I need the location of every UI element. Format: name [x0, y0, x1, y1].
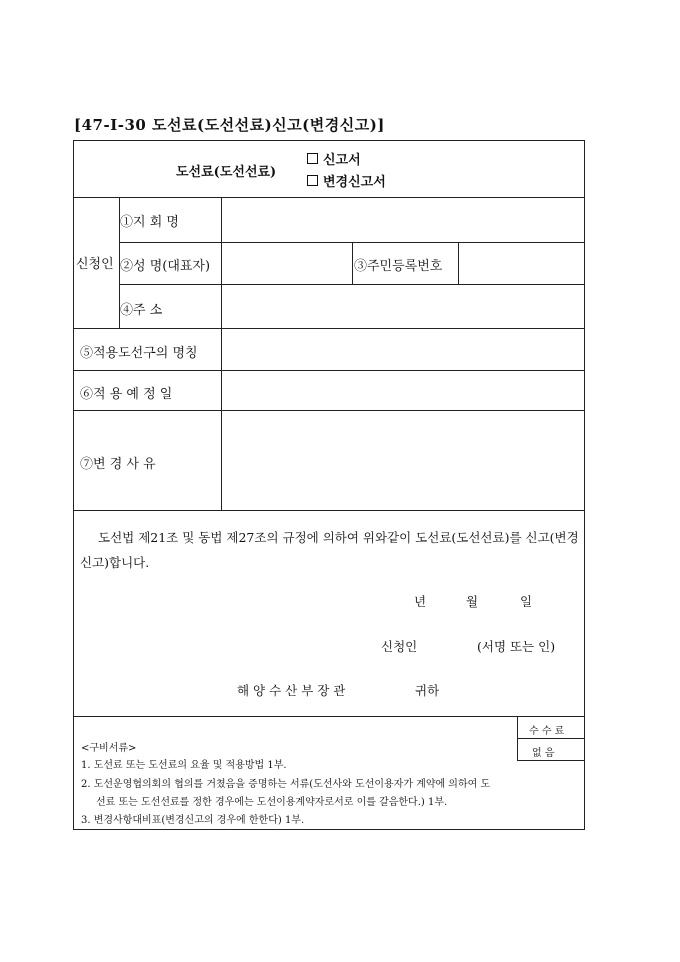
- month-label: 월: [466, 594, 479, 609]
- name-field[interactable]: [222, 243, 352, 284]
- statement-text: 도선법 제21조 및 동법 제27조의 규정에 의하여 위와같이 도선료(도선선료)를 신고(변경신고)합니다.: [80, 530, 579, 570]
- signature-applicant-label: 신청인: [381, 639, 418, 654]
- change-reason-label: ⑦변 경 사 유: [80, 457, 156, 472]
- pilot-area-label: ⑤적용도선구의 명칭: [80, 346, 198, 361]
- document-item: 3. 변경사항대비표(변경신고의 경우에 한한다) 1부.: [81, 815, 305, 826]
- documents-title: <구비서류>: [81, 743, 137, 754]
- form-code-title: [47-I-30 도선료(도선선료)신고(변경신고)]: [74, 116, 385, 134]
- branch-name-field[interactable]: [222, 198, 584, 242]
- checkbox-report-label: 신고서: [323, 153, 361, 168]
- name-label: ②성 명(대표자): [120, 259, 211, 274]
- document-item: 선료 또는 도선선료를 정한 경우에는 도선이용계약자로서로 이를 갈음한다.) 1부.: [96, 797, 448, 808]
- applicant-label: 신청인: [76, 257, 114, 272]
- recipient-honorific: 귀하: [415, 683, 440, 698]
- form-title: 도선료(도선선료): [176, 165, 277, 180]
- checkbox-icon: [307, 175, 318, 186]
- report-form: [73, 140, 585, 830]
- day-label: 일: [520, 594, 533, 609]
- resident-number-field[interactable]: [459, 243, 584, 284]
- change-reason-field[interactable]: [222, 411, 584, 510]
- document-item: 2. 도선운영협의회의 협의를 거쳤음을 증명하는 서류(도선사와 도선이용자가 계약에 의하여 도: [81, 779, 491, 790]
- fee-label: 수 수 료: [529, 726, 565, 737]
- planned-date-field[interactable]: [222, 371, 584, 410]
- checkbox-change-report-label: 변경신고서: [323, 175, 386, 190]
- document-item: 1. 도선료 또는 도선료의 요율 및 적용방법 1부.: [81, 760, 287, 771]
- pilot-area-field[interactable]: [222, 329, 584, 370]
- checkbox-icon: [307, 153, 318, 164]
- checkbox-change-report[interactable]: [307, 171, 386, 190]
- resident-number-label: ③주민등록번호: [354, 259, 443, 274]
- year-label: 년: [414, 594, 427, 609]
- signature-note: (서명 또는 인): [477, 639, 556, 654]
- checkbox-report[interactable]: [307, 149, 361, 168]
- address-field[interactable]: [222, 285, 584, 328]
- planned-date-label: ⑥적 용 예 정 일: [80, 387, 173, 402]
- fee-value: 없 음: [532, 748, 555, 759]
- address-label: ④주 소: [120, 303, 163, 318]
- branch-name-label: ①지 회 명: [120, 215, 179, 230]
- recipient-name: 해 양 수 산 부 장 관: [237, 683, 346, 698]
